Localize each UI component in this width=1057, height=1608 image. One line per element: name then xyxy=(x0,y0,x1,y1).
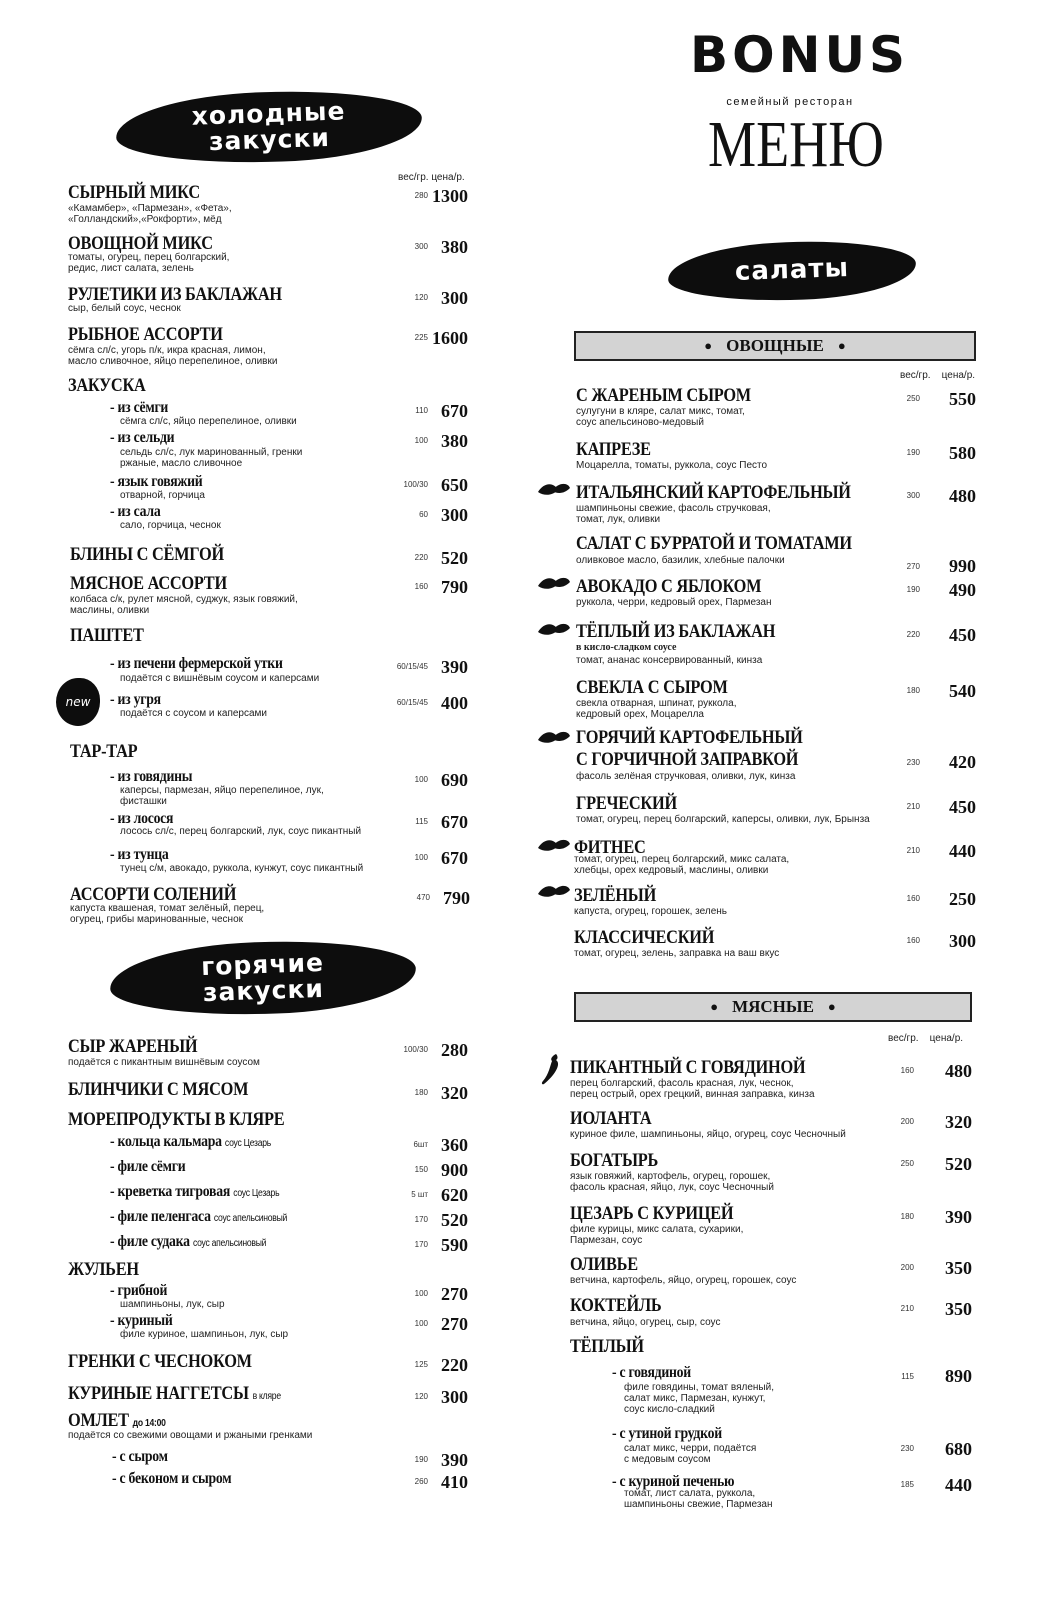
logo-wordmark: BONUS xyxy=(690,26,910,84)
item-name: САЛАТ С БУРРАТОЙ И ТОМАТАМИ xyxy=(576,533,852,554)
item-weight: 190 xyxy=(906,585,920,594)
item-price: 400 xyxy=(441,693,468,713)
item-weight: 210 xyxy=(906,802,920,811)
leaf-icon xyxy=(536,622,572,640)
item-price: 270 xyxy=(441,1314,468,1334)
item-price: 450 xyxy=(949,625,976,645)
item-weight: 115 xyxy=(901,1372,914,1381)
item-price: 670 xyxy=(441,848,468,868)
item-weight: 210 xyxy=(900,1304,914,1313)
item-name: ПАШТЕТ xyxy=(70,625,144,646)
item-price: 390 xyxy=(441,1450,468,1470)
item-name: - из сельди xyxy=(110,429,175,446)
item-desc: салат микс, черри, подаётся с медовым соусом xyxy=(624,1443,757,1466)
item-name: - с куриной печенью xyxy=(612,1473,735,1490)
item-desc: куриное филе, шампиньоны, яйцо, огурец, соус Чесночный xyxy=(570,1129,846,1140)
item-desc: капуста квашеная, томат зелёный, перец, огурец, грибы маринованные, чеснок xyxy=(70,903,265,926)
leaf-icon xyxy=(536,838,572,856)
item-desc: подаётся с вишнёвым соусом и каперсами xyxy=(120,673,320,684)
item-weight: 225 xyxy=(414,333,428,342)
item-desc: томат, огурец, перец болгарский, микс салата, хлебцы, орех кедровый, маслины, оливки xyxy=(574,854,790,877)
item-desc: оливковое масло, базилик, хлебные палочки xyxy=(576,555,785,566)
item-weight: 250 xyxy=(900,1159,914,1168)
item-name: РЫБНОЕ АССОРТИ xyxy=(68,324,223,345)
item-name: ОМЛЕТ до 14:00 xyxy=(68,1410,166,1431)
item-name: - филе пеленгаса соус апельсиновый xyxy=(110,1208,288,1225)
item-weight: 100 xyxy=(414,1289,428,1298)
item-desc: фасоль зелёная стручковая, оливки, лук, кинза xyxy=(576,771,796,782)
item-price: 320 xyxy=(945,1112,972,1132)
item-name: - из сала xyxy=(110,503,161,520)
item-weight: 6шт xyxy=(413,1140,428,1149)
item-name: - грибной xyxy=(110,1282,168,1299)
item-price: 360 xyxy=(441,1135,468,1155)
item-desc: сало, горчица, чеснок xyxy=(120,520,221,531)
item-desc: лосось сл/с, перец болгарский, лук, соус пикантный xyxy=(120,826,362,837)
item-name: КУРИНЫЕ НАГГЕТСЫ в кляре xyxy=(68,1383,281,1404)
item-desc: язык говяжий, картофель, огурец, горошек, фасоль красная, яйцо, лук, соус Чесночный xyxy=(570,1171,774,1194)
logo-subtitle: семейный ресторан xyxy=(726,96,854,108)
item-name: КЛАССИЧЕСКИЙ xyxy=(574,927,715,948)
item-desc: колбаса с/к, рулет мясной, суджук, язык говяжий, маслины, оливки xyxy=(70,594,298,617)
item-desc: отварной, горчица xyxy=(120,490,205,501)
item-name: - с сыром xyxy=(112,1448,168,1465)
item-price: 900 xyxy=(441,1160,468,1180)
item-price: 890 xyxy=(945,1366,972,1386)
item-weight: 220 xyxy=(906,630,920,639)
item-weight: 125 xyxy=(414,1360,428,1369)
item-weight: 160 xyxy=(906,936,920,945)
item-name: - филе судака соус апельсиновый xyxy=(110,1233,267,1250)
page-title: МЕНЮ xyxy=(708,108,884,181)
item-desc: подаётся с пикантным вишнёвым соусом xyxy=(68,1057,260,1068)
item-price: 670 xyxy=(441,401,468,421)
chili-pepper-icon xyxy=(540,1052,566,1086)
item-weight: 60 xyxy=(419,510,428,519)
item-weight: 100 xyxy=(414,775,428,784)
item-name: ИТАЛЬЯНСКИЙ КАРТОФЕЛЬНЫЙ xyxy=(576,482,851,503)
item-weight: 300 xyxy=(414,242,428,251)
item-name: ЗЕЛЁНЫЙ xyxy=(574,885,657,906)
item-name: БЛИНЧИКИ С МЯСОМ xyxy=(68,1079,249,1100)
item-price: 250 xyxy=(949,889,976,909)
item-name: - с беконом и сыром xyxy=(112,1470,232,1487)
item-weight: 120 xyxy=(414,1392,428,1401)
item-weight: 220 xyxy=(414,553,428,562)
item-name: СВЕКЛА С СЫРОМ xyxy=(576,677,728,698)
item-price: 790 xyxy=(441,577,468,597)
item-name: - из печени фермерской утки xyxy=(110,655,283,672)
item-weight: 250 xyxy=(906,394,920,403)
item-desc: перец болгарский, фасоль красная, лук, чеснок, перец острый, орех грецкий, винная заправка, кинза xyxy=(570,1078,815,1101)
item-weight: 150 xyxy=(414,1165,428,1174)
item-price: 300 xyxy=(441,505,468,525)
column-header: вес/гр. цена/р. xyxy=(888,1033,964,1044)
leaf-icon xyxy=(536,884,572,902)
item-weight: 280 xyxy=(414,191,428,200)
item-weight: 100 xyxy=(414,436,428,445)
item-weight: 170 xyxy=(414,1240,428,1249)
item-weight: 230 xyxy=(900,1444,914,1453)
item-price: 440 xyxy=(949,841,976,861)
item-weight: 270 xyxy=(906,562,920,571)
item-price: 550 xyxy=(949,389,976,409)
item-name: - с говядиной xyxy=(612,1364,691,1381)
item-name: - из говядины xyxy=(110,768,193,785)
item-price: 490 xyxy=(949,580,976,600)
item-weight: 180 xyxy=(414,1088,428,1097)
item-desc: «Камамбер», «Пармезан», «Фета», «Голландский»,«Рокфорти», мёд xyxy=(68,203,232,226)
item-price: 440 xyxy=(945,1475,972,1495)
item-desc: подаётся с соусом и каперсами xyxy=(120,708,268,719)
item-weight: 230 xyxy=(906,758,920,767)
item-name-line2: С ГОРЧИЧНОЙ ЗАПРАВКОЙ xyxy=(576,749,799,770)
item-desc: томат, ананас консервированный, кинза xyxy=(576,655,763,666)
item-name: - кольца кальмара соус Цезарь xyxy=(110,1133,272,1150)
item-name: - куриный xyxy=(110,1312,173,1329)
item-desc: Моцарелла, томаты, руккола, соус Песто xyxy=(576,460,768,471)
column-header: вес/гр. цена/р. xyxy=(900,370,976,381)
item-price: 350 xyxy=(945,1299,972,1319)
item-weight: 185 xyxy=(900,1480,914,1489)
item-price: 620 xyxy=(441,1185,468,1205)
item-price: 350 xyxy=(945,1258,972,1278)
item-weight: 190 xyxy=(414,1455,428,1464)
item-desc: руккола, черри, кедровый орех, Пармезан xyxy=(576,597,772,608)
item-name: - креветка тигровая соус Цезарь xyxy=(110,1183,280,1200)
item-desc: капуста, огурец, горошек, зелень xyxy=(574,906,728,917)
item-name: АВОКАДО С ЯБЛОКОМ xyxy=(576,576,762,597)
item-weight: 200 xyxy=(900,1263,914,1272)
item-price: 580 xyxy=(949,443,976,463)
item-name: С ЖАРЕНЫМ СЫРОМ xyxy=(576,385,751,406)
item-name: ФИТНЕС xyxy=(574,837,646,858)
item-price: 300 xyxy=(441,1387,468,1407)
item-desc: сулугуни в кляре, салат микс, томат, соус апельсиново-медовый xyxy=(576,406,745,429)
item-price: 390 xyxy=(945,1207,972,1227)
item-name: БОГАТЫРЬ xyxy=(570,1150,659,1171)
new-badge: new xyxy=(56,678,100,726)
item-desc: ветчина, яйцо, огурец, сыр, соус xyxy=(570,1317,721,1328)
item-weight: 160 xyxy=(900,1066,914,1075)
item-name: - из угря xyxy=(110,691,161,708)
item-weight: 100 xyxy=(414,853,428,862)
section-bar-veg: ● ОВОЩНЫЕ ● xyxy=(574,331,976,361)
item-name: ОЛИВЬЕ xyxy=(570,1254,638,1275)
item-desc: филе курицы, микс салата, сухарики, Пармезан, соус xyxy=(570,1224,744,1247)
item-name: ТЁПЛЫЙ xyxy=(570,1336,644,1357)
item-price: 380 xyxy=(441,431,468,451)
item-price: 680 xyxy=(945,1439,972,1459)
item-weight: 200 xyxy=(900,1117,914,1126)
item-price: 410 xyxy=(441,1472,468,1492)
item-desc: свекла отварная, шпинат, руккола, кедровый орех, Моцарелла xyxy=(576,698,737,721)
item-weight: 210 xyxy=(906,846,920,855)
item-name: ТАР-ТАР xyxy=(70,741,138,762)
item-desc: ветчина, картофель, яйцо, огурец, горошек, соус xyxy=(570,1275,797,1286)
item-name: - филе сёмги xyxy=(110,1158,186,1175)
item-weight: 100 xyxy=(414,1319,428,1328)
item-name: СЫРНЫЙ МИКС xyxy=(68,182,200,203)
leaf-icon xyxy=(536,576,572,594)
item-weight: 470 xyxy=(416,893,430,902)
item-price: 520 xyxy=(441,1210,468,1230)
item-price: 1300 xyxy=(432,186,468,206)
item-desc: томаты, огурец, перец болгарский, редис, лист салата, зелень xyxy=(68,252,230,275)
item-price: 220 xyxy=(441,1355,468,1375)
item-name: ЦЕЗАРЬ С КУРИЦЕЙ xyxy=(570,1203,734,1224)
item-name: - из тунца xyxy=(110,846,169,863)
item-desc: сёмга сл/с, угорь п/к, икра красная, лимон, масло сливочное, яйцо перепелиное, оливки xyxy=(68,345,278,368)
item-price: 320 xyxy=(441,1083,468,1103)
item-weight: 300 xyxy=(906,491,920,500)
item-name: КАПРЕЗЕ xyxy=(576,439,651,460)
item-name: ОВОЩНОЙ МИКС xyxy=(68,233,213,254)
item-price: 650 xyxy=(441,475,468,495)
item-price: 280 xyxy=(441,1040,468,1060)
hot-appetizers-heading: горячие закуски xyxy=(109,937,417,1020)
item-name: СЫР ЖАРЕНЫЙ xyxy=(68,1036,198,1057)
item-name: ПИКАНТНЫЙ С ГОВЯДИНОЙ xyxy=(570,1057,806,1078)
item-price: 380 xyxy=(441,237,468,257)
item-price: 670 xyxy=(441,812,468,832)
item-price: 480 xyxy=(945,1061,972,1081)
item-weight: 190 xyxy=(906,448,920,457)
leaf-icon xyxy=(536,482,572,500)
item-name: ЗАКУСКА xyxy=(68,375,146,396)
item-name: - из лосося xyxy=(110,810,174,827)
item-price: 1600 xyxy=(432,328,468,348)
item-name: - из сёмги xyxy=(110,399,169,416)
item-name: МОРЕПРОДУКТЫ В КЛЯРЕ xyxy=(68,1109,285,1130)
item-price: 990 xyxy=(949,556,976,576)
item-name: - с утиной грудкой xyxy=(612,1425,722,1442)
item-weight: 180 xyxy=(900,1212,914,1221)
item-subtitle: в кисло-сладком соусе xyxy=(576,642,677,653)
item-desc: филе говядины, томат вяленый, салат микс, Пармезан, кунжут, соус кисло-сладкий xyxy=(624,1382,774,1416)
item-desc: шампиньоны, лук, сыр xyxy=(120,1299,225,1310)
item-weight: 100/30 xyxy=(403,480,428,489)
item-weight: 160 xyxy=(414,582,428,591)
item-price: 520 xyxy=(441,548,468,568)
item-price: 520 xyxy=(945,1154,972,1174)
item-price: 300 xyxy=(441,288,468,308)
item-desc: подаётся со свежими овощами и ржаными гренками xyxy=(68,1430,313,1441)
item-weight: 60/15/45 xyxy=(396,698,428,707)
column-header: вес/гр. цена/р. xyxy=(398,172,465,183)
item-weight: 5 шт xyxy=(411,1190,428,1199)
item-weight: 100/30 xyxy=(403,1045,428,1054)
salads-heading: салаты xyxy=(667,238,917,305)
item-weight: 170 xyxy=(414,1215,428,1224)
section-bar-meat: ● МЯСНЫЕ ● xyxy=(574,992,972,1022)
item-desc: сельдь сл/с, лук маринованный, гренки ржаные, масло сливочное xyxy=(120,447,303,470)
item-weight: 60/15/45 xyxy=(396,662,428,671)
item-price: 540 xyxy=(949,681,976,701)
item-name: МЯСНОЕ АССОРТИ xyxy=(70,573,227,594)
item-desc: томат, огурец, перец болгарский, каперсы, оливки, лук, Брынза xyxy=(576,814,870,825)
item-name: - язык говяжий xyxy=(110,473,203,490)
item-weight: 180 xyxy=(906,686,920,695)
item-weight: 120 xyxy=(414,293,428,302)
item-price: 480 xyxy=(949,486,976,506)
item-price: 420 xyxy=(949,752,976,772)
item-price: 790 xyxy=(443,888,470,908)
item-desc: филе куриное, шампиньон, лук, сыр xyxy=(120,1329,289,1340)
cold-appetizers-heading: холодные закуски xyxy=(115,87,423,168)
item-desc: шампиньоны свежие, фасоль стручковая, томат, лук, оливки xyxy=(576,503,771,526)
item-name: ЖУЛЬЕН xyxy=(68,1259,139,1280)
item-desc: каперсы, пармезан, яйцо перепелиное, лук, фисташки xyxy=(120,785,324,808)
item-name: КОКТЕЙЛЬ xyxy=(570,1295,662,1316)
item-name: ГОРЯЧИЙ КАРТОФЕЛЬНЫЙ xyxy=(576,727,803,748)
item-desc: сыр, белый соус, чеснок xyxy=(68,303,181,314)
item-desc: сёмга сл/с, яйцо перепелиное, оливки xyxy=(120,416,297,427)
item-name: ТЁПЛЫЙ ИЗ БАКЛАЖАН xyxy=(576,621,776,642)
leaf-icon xyxy=(536,730,572,748)
item-name: РУЛЕТИКИ ИЗ БАКЛАЖАН xyxy=(68,284,282,305)
item-name: ГРЕНКИ С ЧЕСНОКОМ xyxy=(68,1351,252,1372)
item-price: 590 xyxy=(441,1235,468,1255)
item-name: ИОЛАНТА xyxy=(570,1108,652,1129)
item-desc: тунец с/м, авокадо, руккола, кунжут, соус пикантный xyxy=(120,863,364,874)
item-price: 690 xyxy=(441,770,468,790)
item-name: ГРЕЧЕСКИЙ xyxy=(576,793,677,814)
item-price: 270 xyxy=(441,1284,468,1304)
item-weight: 110 xyxy=(415,406,428,415)
item-name: АССОРТИ СОЛЕНИЙ xyxy=(70,884,237,905)
item-desc: томат, огурец, зелень, заправка на ваш вкус xyxy=(574,948,780,959)
item-price: 450 xyxy=(949,797,976,817)
item-price: 300 xyxy=(949,931,976,951)
item-name: БЛИНЫ С СЁМГОЙ xyxy=(70,544,224,565)
item-price: 390 xyxy=(441,657,468,677)
item-weight: 115 xyxy=(415,817,428,826)
item-weight: 260 xyxy=(414,1477,428,1486)
item-desc: томат, лист салата, руккола, шампиньоны свежие, Пармезан xyxy=(624,1488,773,1511)
item-weight: 160 xyxy=(906,894,920,903)
